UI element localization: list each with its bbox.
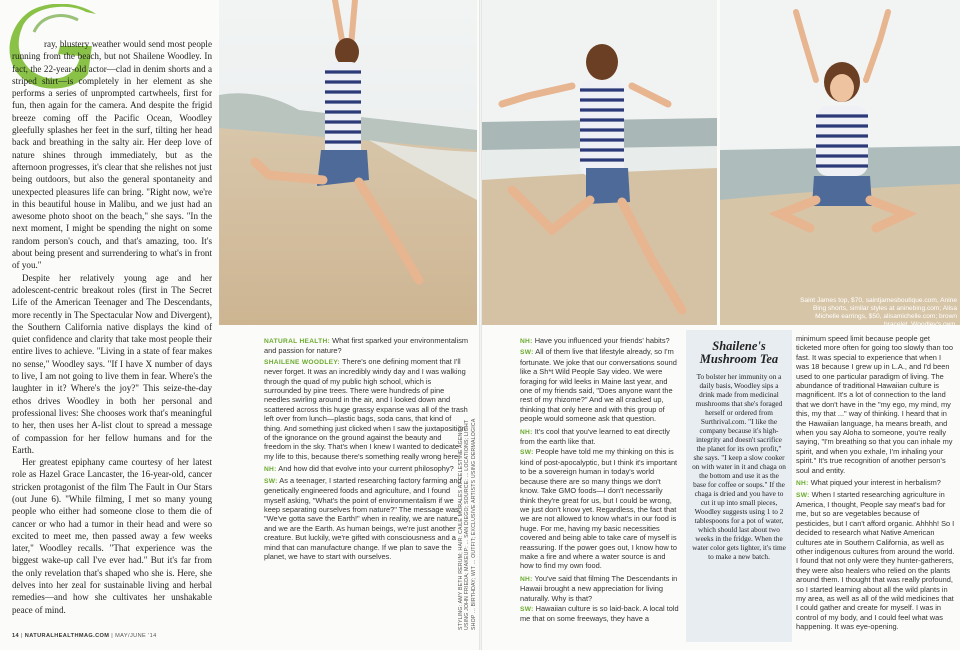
interview-question: NH: What piqued your interest in herbalism? [796,478,941,488]
interview-column-1 [264,333,470,561]
photo-jump-2 [482,0,717,325]
interview-answer: SW: All of them live that lifestyle already, so I'm fortunate. We joke that our conversations sound like a Sh*t Wild People Say video. We were foraging for wild leeks in Maine last year, and one of my friends said, "Does anyone want the rest of my rhizome?" And we all cracked up, thinking that only here and with this group of people would someone ask that question. [520,347,677,424]
interview-question: NATURAL HEALTH: What first sparked your environmentalism and passion for nature? [264,336,469,356]
wardrobe-credit: Saint James top, $70, saintjamesboutique.com, Anine Bing shorts, similar styles at aninebing.com; Alisa Michelle earrings, $50, alisamichelle.com; brown bracelet, Woodley's own. [800,297,957,328]
article-paragraph: Her greatest epiphany came courtesy of her latest role as Hazel Grace Lancaster, the 16-year-old, cancer stricken protagonist of the film The Fault in Our Stars (out June 6). "While filming, I met so many young people who either had someone close to them die of cancer or who had a tumor in their head and were so excited to meet me, then passed away a few weeks later," Woodley recalls. "That experience was the biggest wake-up call I've ever had." But it's far from the only revelation that's shaped who she is. Here, she delves into her zeal for sustainable living and herbal remedies—and how she cultivates her unshakable peace of mind. [12,457,212,615]
article-paragraph: Despite her relatively young age and her adolescent-centric breakout roles (first in The Secret Life of the American Teenager and The Descendants, more recently in The Spectacular Now and Divergent), the Southern California native displays the kind of quiet confidence and clarity that take most people their entire lives to achieve. "Living in a state of fear makes no sense," Woodley says. "If I have X number of days to live, I am not going to live them in fear. Where's the laughter in it? Where's the joy?" This seize-the-day ethos drives Woodley in both her personal and professional lives: She chooses work that's meaningful to her, then uses her A-list clout to spread a message of compassion for her fellow humans and for the Earth. [12,272,212,455]
serif-article-column [12,38,212,616]
article-paragraph: ray, blustery weather would send most people running from the beach, but not Shailene Woodley. In fact, the 22-year-old actor—clad in denim shorts and a striped shirt—is completely in her element as she performs a series of unprompted cartwheels, first for fun, then again for the camera. And despite the frigid breeze coming off the Pacific Ocean, Woodley gleefully splashes her feet in the surf, tilting her head back and breathing in the salty air. Her deep love of nature shines through immediately, but as the afternoon progresses, it's clear that she relishes not just being outdoors, but also the general spontaneity and unexpected pleasures life can bring. "Right now, we're in this beautiful house in Malibu, and we just had an awesome photo shoot on the beach," she says. "In the next moment, I might be spending the night on some random person's couch, and that's amazing, too. It's about being present and surrendering to what's in front of you." [12,39,212,271]
interview-question: NH: Have you influenced your friends' habits? [520,336,670,345]
interview-answer: SW: Hawaiian culture is so laid-back. A local told me that on some freeways, they have a [520,603,679,624]
interview-question: NH: And how did that evolve into your current philosophy? [264,464,454,474]
interview-answer: SW: When I started researching agriculture in America, I thought, People say meat's bad for me, but so are vegetables because of pesticides, but I can't afford organic. Ahhhh! So I decided to research what Native American cultures ate in Southern California, as well as other indigenous cultures from around the world. I found that not only were they hunter-gatherers, they were also healers who relied on the plants around them. I thought that was really profound, so I started learning about all the wild plants in my area, as well as all of the wild medicines that I could gather and create for myself. I was in control of my body, and I could feel what was happening. It was eye-opening. [796,489,955,632]
mushroom-tea-sidebar [686,330,792,642]
sidebar-text: To bolster her immunity on a daily basis, Woodley sips a drink made from medicinal mushrooms that she's foraged herself or ordered from Surthrival.com. "I like the company because it's high-integrity and doesn't sacrifice the planet for its own profit," she says. "I keep a slow cooker on with water in it and chaga on the bottom and use it as the base for coffee or soups." If the chaga is dried and you have to cut it up into small pieces, Woodley suggests using 1 to 2 tablespoons for a pot of water, which should last about two weeks in the fridge. When the water color gets lighter, it's time to make a new batch. [692,372,786,561]
photo-jump-1 [219,0,477,325]
vertical-credit-text: STYLING: AMY BETH RERUM; HAIR: CAILE MORALES AT CELESTINE AGENCY USING JOHN FRIEDA; MAKEUP: ... SAN DIEGO; SOURCE: ... LOCATIONS; LIGHT SHOP ... BIRTHDAY; WIT ... OUTFIT; EXCLUSIVE ARTISTS USING DERMALOGICA [458,418,477,630]
interview-answer: minimum speed limit because people get ticketed more often for going too slowly than too fast. It was special to experience that when I was 18 because I grew up in L.A., and I'd been used to one particular paradigm of living. The abundance of traditional Hawaiian culture is magnificent. It's a lot of connection to the land that we don't have in the "my ego, my mind, my this, my that ..." way of thinking. I heard that in the Hawaiian language, ha means breath, and when you say Aloha to someone, you're really saying, "I'm breathing so that you can inhale my spirit, and when you exhale, I'm inhaling your spirit." It's true recognition of another person's soul and entity. [796,334,953,475]
interview-question: NH: It's cool that you've learned to eat directly from the earth like that. [520,426,670,447]
photo-credits-vertical [458,418,478,630]
interview-column-2 [520,333,680,624]
interview-answer: SW: As a teenager, I started researching factory farming and genetically engineered foods and agriculture, and I found myself asking, "What's the point of environmentalism if we keep separating ourselves from nature?" The message was, "We've gotta save the Earth!" when in reality, we are nature and we are the Earth. As human beings, we're just another creature. But luckily, we're gifted with consciousness and a mind that can manufacture change. If we plan to save the planet, we have to start with ourselves. [264,475,462,561]
interview-column-3 [796,333,956,632]
page-footer: 14 | NATURALHEALTHMAG.COM | MAY/JUNE '14 [12,633,157,639]
interview-answer: SW: People have told me my thinking on this is kind of post-apocalyptic, but I think it's important to be a sovereign human in today's world because there are so many things we don't know. Take GMO foods—I don't necessarily think they're great for us, but I could be wrong, we just don't know yet. Regardless, the fact that we are not allowed to know what's in our food is huge. For me, having my basic necessities covered and being able to take care of myself is reassuring. If the power goes out, I know how to make a fire and where a water source is and how to find my own food. [520,447,678,571]
page-number: 14 [12,633,20,639]
photo-jump-3 [720,0,960,325]
interview-question: NH: You've said that filming The Descendants in Hawaii brought a new appreciation for living naturally. Why is that? [520,573,678,603]
footer-site: NATURALHEALTHMAG.COM [24,633,110,639]
sidebar-title: Shailene's Mushroom Tea [699,339,779,366]
footer-issue: MAY/JUNE '14 [115,633,157,639]
interview-answer: SHAILENE WOODLEY: There's one defining moment that I'll never forget. It was an incredibly windy day and I was walking through the quad of my public high school, which is surrounded by pine trees. There were hundreds of pine needles swirling around in the air, and I looked down and scattered across this huge grassy expanse was all of the trash left over from lunch—plastic bags, soda cans, that kind of thing. And something just clicked when I saw the juxtaposition of the ignorance on the ground against the beauty and freedom in the sky. That's when I knew I wanted to dedicate my life to this, because there's something really wrong here. [264,356,468,461]
